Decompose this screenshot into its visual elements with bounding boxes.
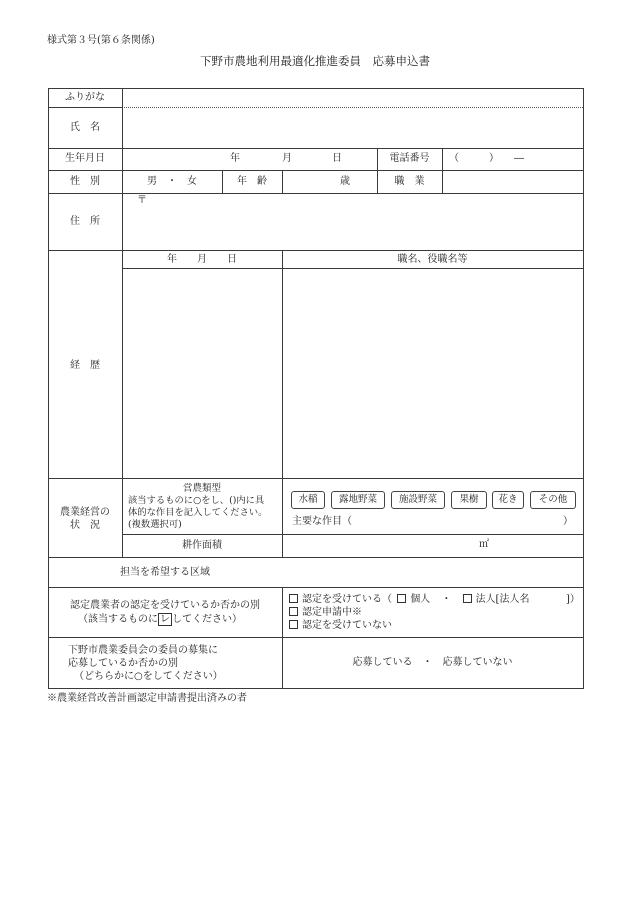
checkbox-certified[interactable]: [289, 594, 298, 603]
birth-year-label: 年: [230, 153, 240, 164]
committee-label-line2: 応募しているか否かの別: [68, 658, 178, 669]
phone-field[interactable]: （ ） ―: [449, 153, 524, 164]
address-field[interactable]: [123, 194, 583, 250]
main-crop-close: ）: [563, 516, 573, 527]
furigana-label: ふりがな: [65, 92, 105, 103]
cert-option-close: ]）: [566, 594, 580, 605]
farming-type-note-3: (複数選択可): [128, 519, 182, 530]
cert-option-not-certified[interactable]: 認定を受けていない: [289, 620, 392, 632]
career-date-field[interactable]: [123, 269, 282, 478]
certification-label-line1: 認定農業者の認定を受けているか否かの別: [70, 600, 260, 611]
committee-label-line3: （どちらかに○をしてください）: [74, 671, 223, 682]
birthdate-label: 生年月日: [65, 153, 105, 164]
form-number: 様式第３号(第６条関係): [47, 35, 155, 46]
farming-type-note-1: 該当するものに○をし、()内に具: [128, 495, 265, 506]
cert-option-applying[interactable]: 認定申請中※: [289, 607, 362, 619]
cert-option-certified[interactable]: 認定を受けている（ 個人 ・ 法人[法人名: [289, 594, 529, 606]
farm-area-unit: ㎡: [479, 539, 489, 550]
main-crop-label: 主要な作目（: [292, 516, 352, 527]
furigana-field[interactable]: [123, 89, 583, 107]
farming-type-title: 営農類型: [182, 483, 221, 494]
checkbox-individual[interactable]: [397, 594, 406, 603]
crop-fruit-option[interactable]: 果樹: [451, 491, 487, 509]
career-title-field[interactable]: [283, 269, 583, 478]
occupation-label: 職 業: [394, 176, 425, 187]
checkbox-applying[interactable]: [289, 607, 298, 616]
farm-area-label: 耕作面積: [182, 540, 222, 551]
career-date-header: 年 月 日: [167, 254, 237, 265]
age-unit: 歳: [340, 176, 350, 187]
birthdate-field[interactable]: [123, 149, 377, 170]
postal-mark: 〒: [137, 195, 147, 206]
check-mark-sample: レ: [160, 614, 170, 625]
crop-open-field-veg-option[interactable]: 露地野菜: [331, 491, 385, 509]
committee-label-line1: 下野市農業委員会の委員の募集に: [68, 645, 218, 656]
checkbox-not-certified[interactable]: [289, 620, 298, 629]
career-title-header: 職名、役職名等: [397, 254, 468, 265]
crop-flower-option[interactable]: 花き: [492, 491, 524, 509]
committee-options[interactable]: 応募している ・ 応募していない: [352, 657, 513, 668]
gender-options[interactable]: 男 ・ 女: [147, 176, 197, 187]
career-label: 経 歴: [70, 360, 100, 371]
birth-month-label: 月: [282, 153, 292, 164]
age-label: 年 齢: [237, 176, 267, 187]
corporation-name-field[interactable]: [520, 592, 560, 606]
farming-label-line2: 状 況: [70, 520, 100, 531]
main-crop-field[interactable]: [356, 514, 556, 530]
farm-area-field[interactable]: [283, 535, 473, 557]
gender-label: 性 別: [70, 176, 100, 187]
phone-label: 電話番号: [389, 153, 430, 164]
address-label: 住 所: [70, 216, 100, 227]
checkbox-corporation[interactable]: [463, 594, 472, 603]
age-field[interactable]: [283, 171, 377, 193]
birth-day-label: 日: [332, 153, 342, 164]
crop-greenhouse-veg-option[interactable]: 施設野菜: [391, 491, 445, 509]
name-field[interactable]: [123, 108, 583, 148]
crop-other-option[interactable]: その他: [530, 491, 576, 509]
farming-type-note-2: 体的な作目を記入してください。: [128, 507, 268, 518]
district-field[interactable]: [283, 558, 583, 587]
district-label: 担当を希望する区域: [120, 567, 210, 578]
name-label: 氏 名: [70, 122, 100, 133]
occupation-field[interactable]: [443, 171, 583, 193]
crop-rice-option[interactable]: 水稲: [291, 491, 325, 509]
certification-label-line2: （該当するものに レ してください）: [78, 614, 242, 625]
form-title: 下野市農地利用最適化推進委員 応募申込書: [200, 54, 430, 68]
footnote: ※農業経営改善計画認定申請書提出済みの者: [47, 693, 247, 704]
farming-label-line1: 農業経営の: [60, 507, 110, 518]
